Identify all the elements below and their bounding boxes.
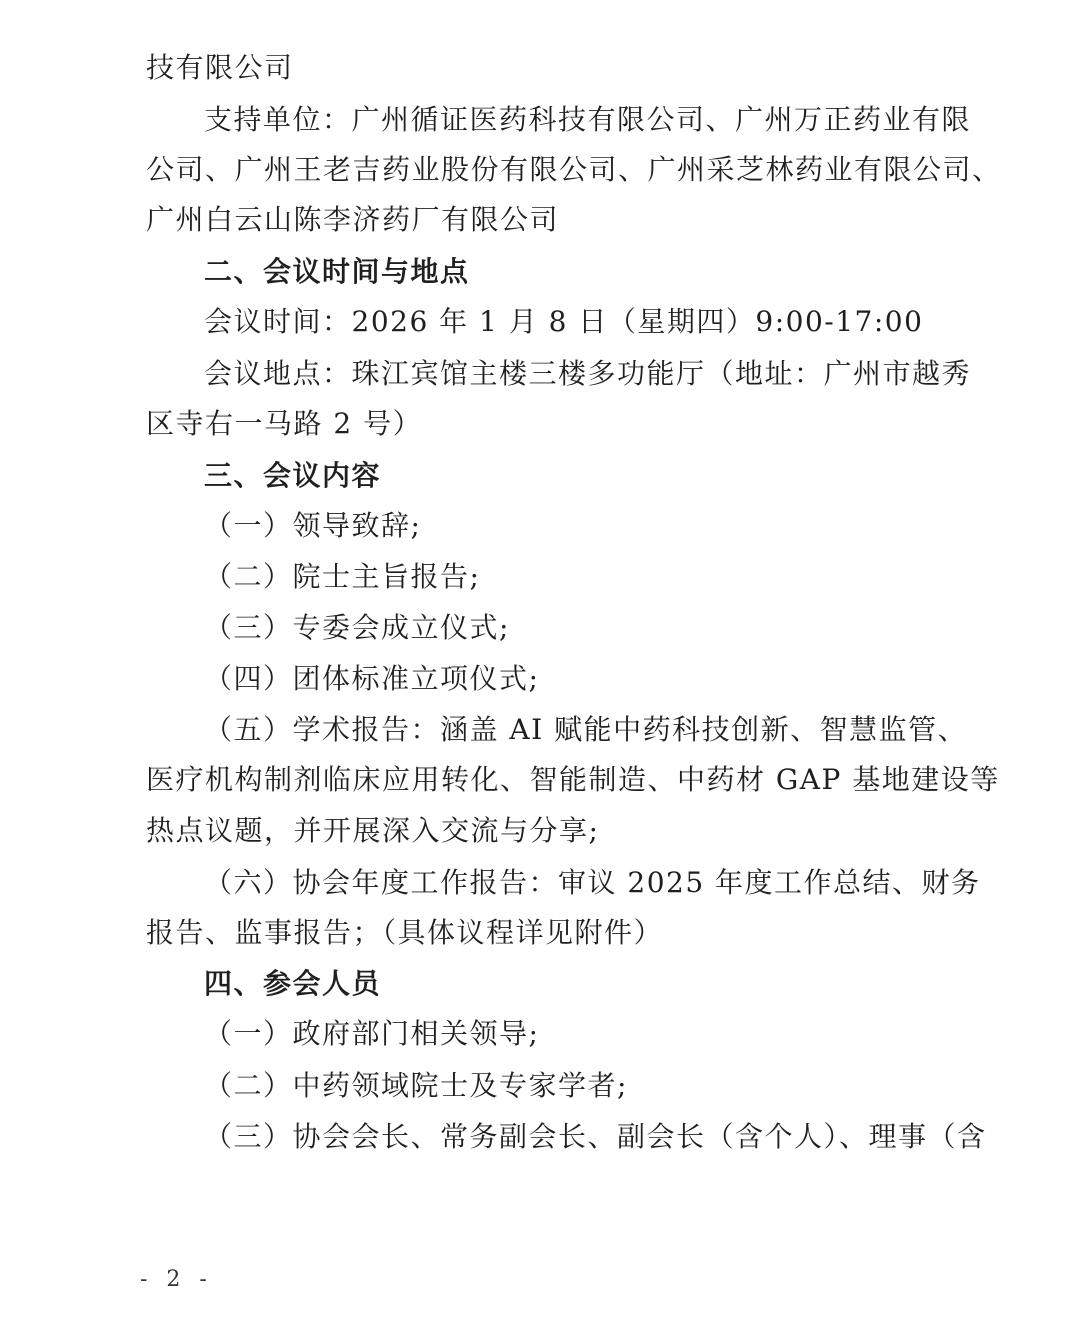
section-heading: 三、会议内容 [204,459,382,492]
list-item: （二）院士主旨报告; [204,560,481,593]
list-item: （五）学术报告：涵盖 AI 赋能中药科技创新、智慧监管、 [204,713,968,746]
text-line: 会议地点：珠江宾馆主楼三楼多功能厅（地址：广州市越秀 [204,357,972,390]
text-line: 区寺右一马路 2 号） [146,407,423,440]
list-item: （六）协会年度工作报告：审议 2025 年度工作总结、财务 [204,866,981,899]
text-line: 支持单位：广州循证医药科技有限公司、广州万正药业有限 [204,103,972,136]
list-item: （三）专委会成立仪式; [204,611,510,644]
text-line: 会议时间：2026 年 1 月 8 日（星期四）9:00-17:00 [204,305,924,338]
text-line: 公司、广州王老吉药业股份有限公司、广州采芝林药业有限公司、 [146,153,1002,186]
page-number: - 2 - [140,1267,213,1292]
list-item: （三）协会会长、常务副会长、副会长（含个人）、理事（含 [204,1120,987,1153]
list-item: （一）政府部门相关领导; [204,1017,540,1050]
section-heading: 四、参会人员 [204,967,382,1000]
text-line: 技有限公司 [146,51,294,84]
text-line: 报告、监事报告；（具体议程详见附件） [146,916,664,949]
list-item: （四）团体标准立项仪式; [204,662,540,695]
list-item: （一）领导致辞; [204,509,422,542]
list-item: （二）中药领域院士及专家学者; [204,1069,628,1102]
text-line: 广州白云山陈李济药厂有限公司 [146,203,560,236]
text-line: 热点议题，并开展深入交流与分享; [146,814,600,847]
section-heading: 二、会议时间与地点 [204,255,470,288]
text-line: 医疗机构制剂临床应用转化、智能制造、中药材 GAP 基地建设等 [146,763,1000,796]
